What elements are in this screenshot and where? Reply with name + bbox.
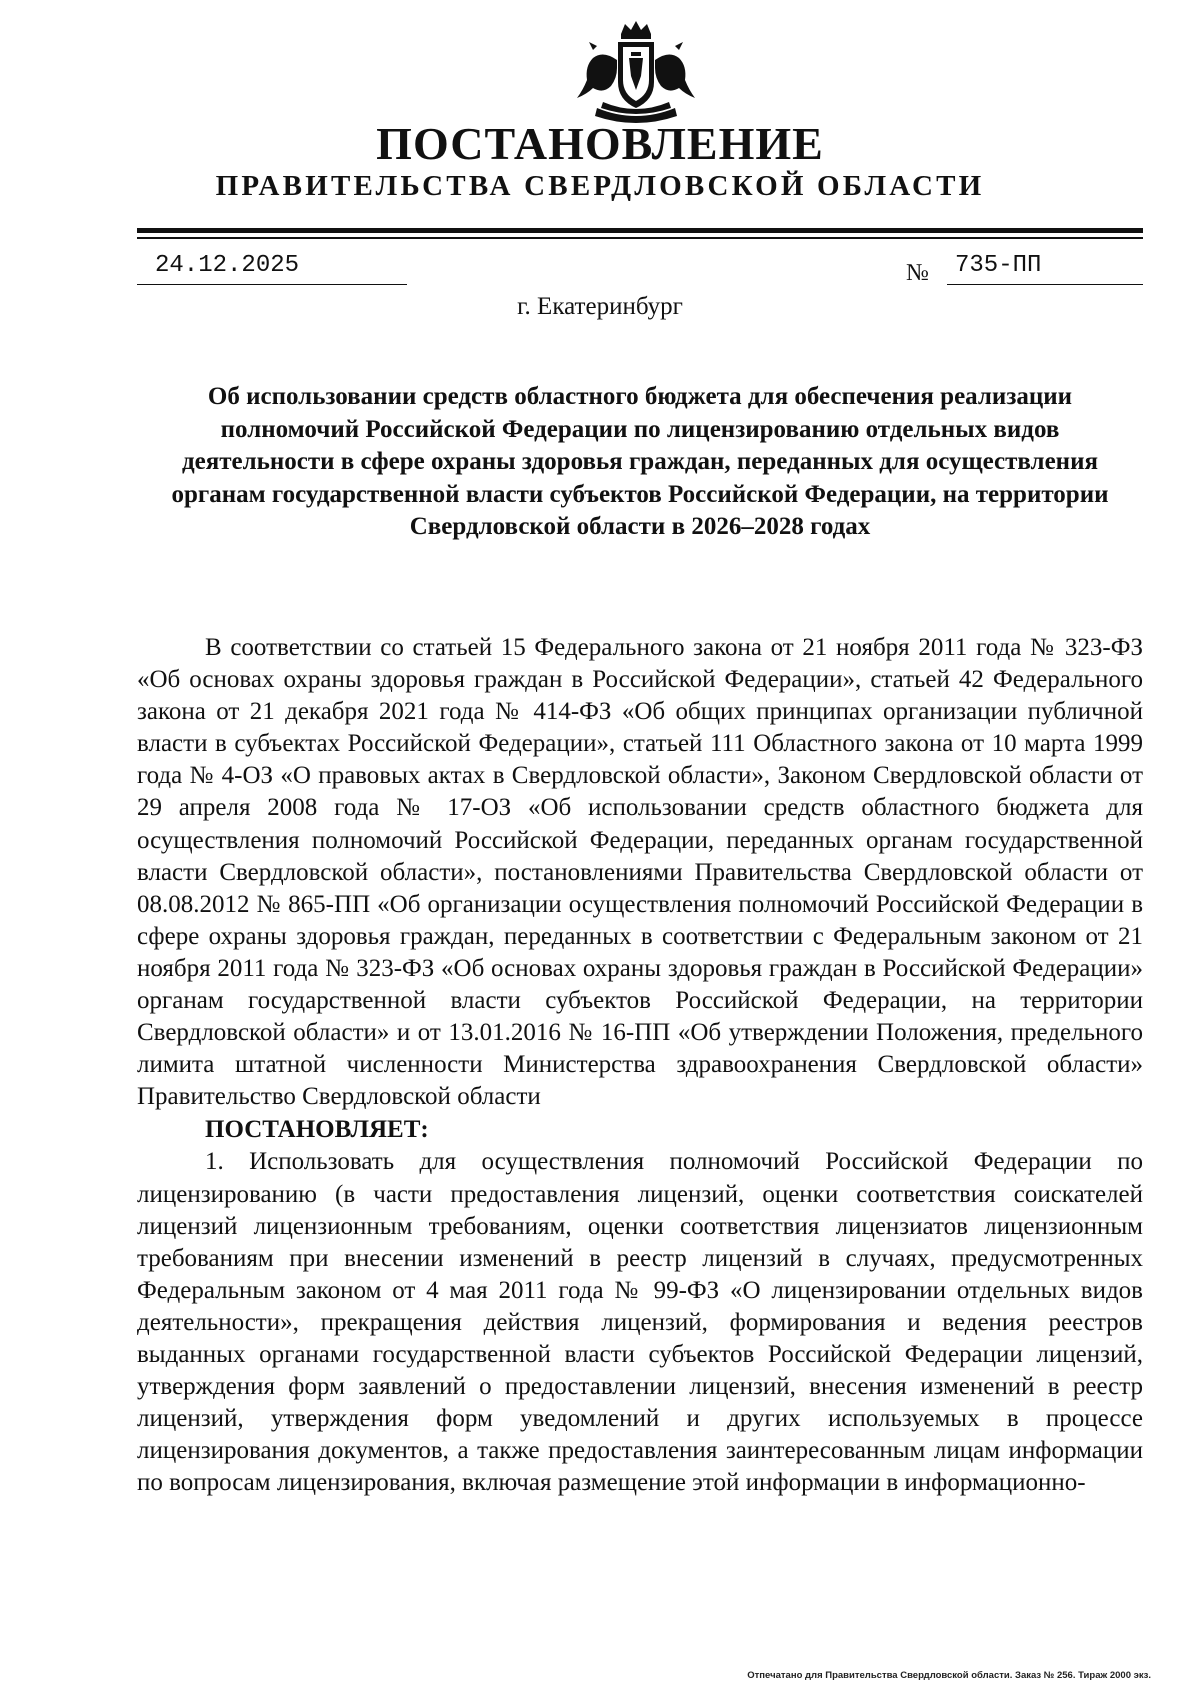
document-date: 24.12.2025 (137, 252, 407, 285)
item-1-paragraph: 1. Использовать для осуществления полномочий Российской Федерации по лицензированию (в части предоставления лицензий, оценки соответствия соискателей лицензий лицензионным требованиям, оценки соответствия лицензиатов лицензионным требованиям при внесении изменений в реестр лицензий в случаях, предусмотренных Федеральным законом от 4 мая 2011 года № 99-ФЗ «О лицензировании отдельных видов деятельности», прекращения действия лицензий, формирования и ведения реестров выданных органами государственной власти субъектов Российской Федерации лицензий, утверждения форм заявлений о предоставлении лицензий, внесения изменений в реестр лицензий, утверждения форм уведомлений и других используемых в процессе лицензирования документов, а также предоставления заинтересованным лицам информации по вопросам лицензирования, включая размещение этой информации в информационно- (137, 1148, 1143, 1497)
document-type-heading: ПОСТАНОВЛЕНИЕ (376, 118, 824, 169)
print-footer: Отпечатано для Правительства Свердловской области. Заказ № 256. Тираж 2000 экз. (747, 1670, 1151, 1681)
preamble-paragraph: В соответствии со статьей 15 Федерального закона от 21 ноября 2011 года № 323-ФЗ «Об основах охраны здоровья граждан в Российской Федерации», статьей 42 Федерального закона от 21 декабря 2021 года № 414-ФЗ «Об общих принципах организации публичной власти в субъектах Российской Федерации», статьей 111 Областного закона от 10 марта 1999 года № 4-ОЗ «О правовых актах в Свердловской области», Законом Свердловской области от 29 апреля 2008 года № 17-ОЗ «Об использовании средств областного бюджета для осуществления полномочий Российской Федерации, переданных органам государственной власти Свердловской области», постановлениями Правительства Свердловской области от 08.08.2012 № 865-ПП «Об организации осуществления полномочий Российской Федерации в сфере охраны здоровья граждан, переданных в соответствии с Федеральным законом от 21 ноября 2011 года № 323-ФЗ «Об основах охраны здоровья граждан в Российской Федерации» органам государственной власти субъектов Российской Федерации, на территории Свердловской области» и от 13.01.2016 № 16-ПП «Об утверждении Положения, предельного лимита штатной численности Министерства здравоохранения Свердловской области» Правительство Свердловской области (137, 634, 1143, 1111)
document-title: Об использовании средств областного бюджета для обеспечения реализации полномочий Российской Федерации по лицензированию отдельных видов деятельности в сфере охраны здоровья граждан, переданных для осуществления органам государственной власти субъектов Российской Федерации, на территории Свердловской области в 2026–2028 годах (171, 383, 1109, 541)
header-rule-thick (137, 228, 1143, 233)
header-rule-thin (137, 237, 1143, 239)
number-sign: № (906, 260, 929, 286)
document-body (137, 632, 1143, 1499)
document-number: 735-ПП (947, 252, 1143, 285)
resolves-heading: ПОСТАНОВЛЯЕТ: (205, 1116, 429, 1144)
coat-of-arms-emblem (563, 20, 709, 128)
city-line: г. Екатеринбург (517, 293, 683, 320)
issuer-heading: ПРАВИТЕЛЬСТВА СВЕРДЛОВСКОЙ ОБЛАСТИ (215, 170, 985, 202)
